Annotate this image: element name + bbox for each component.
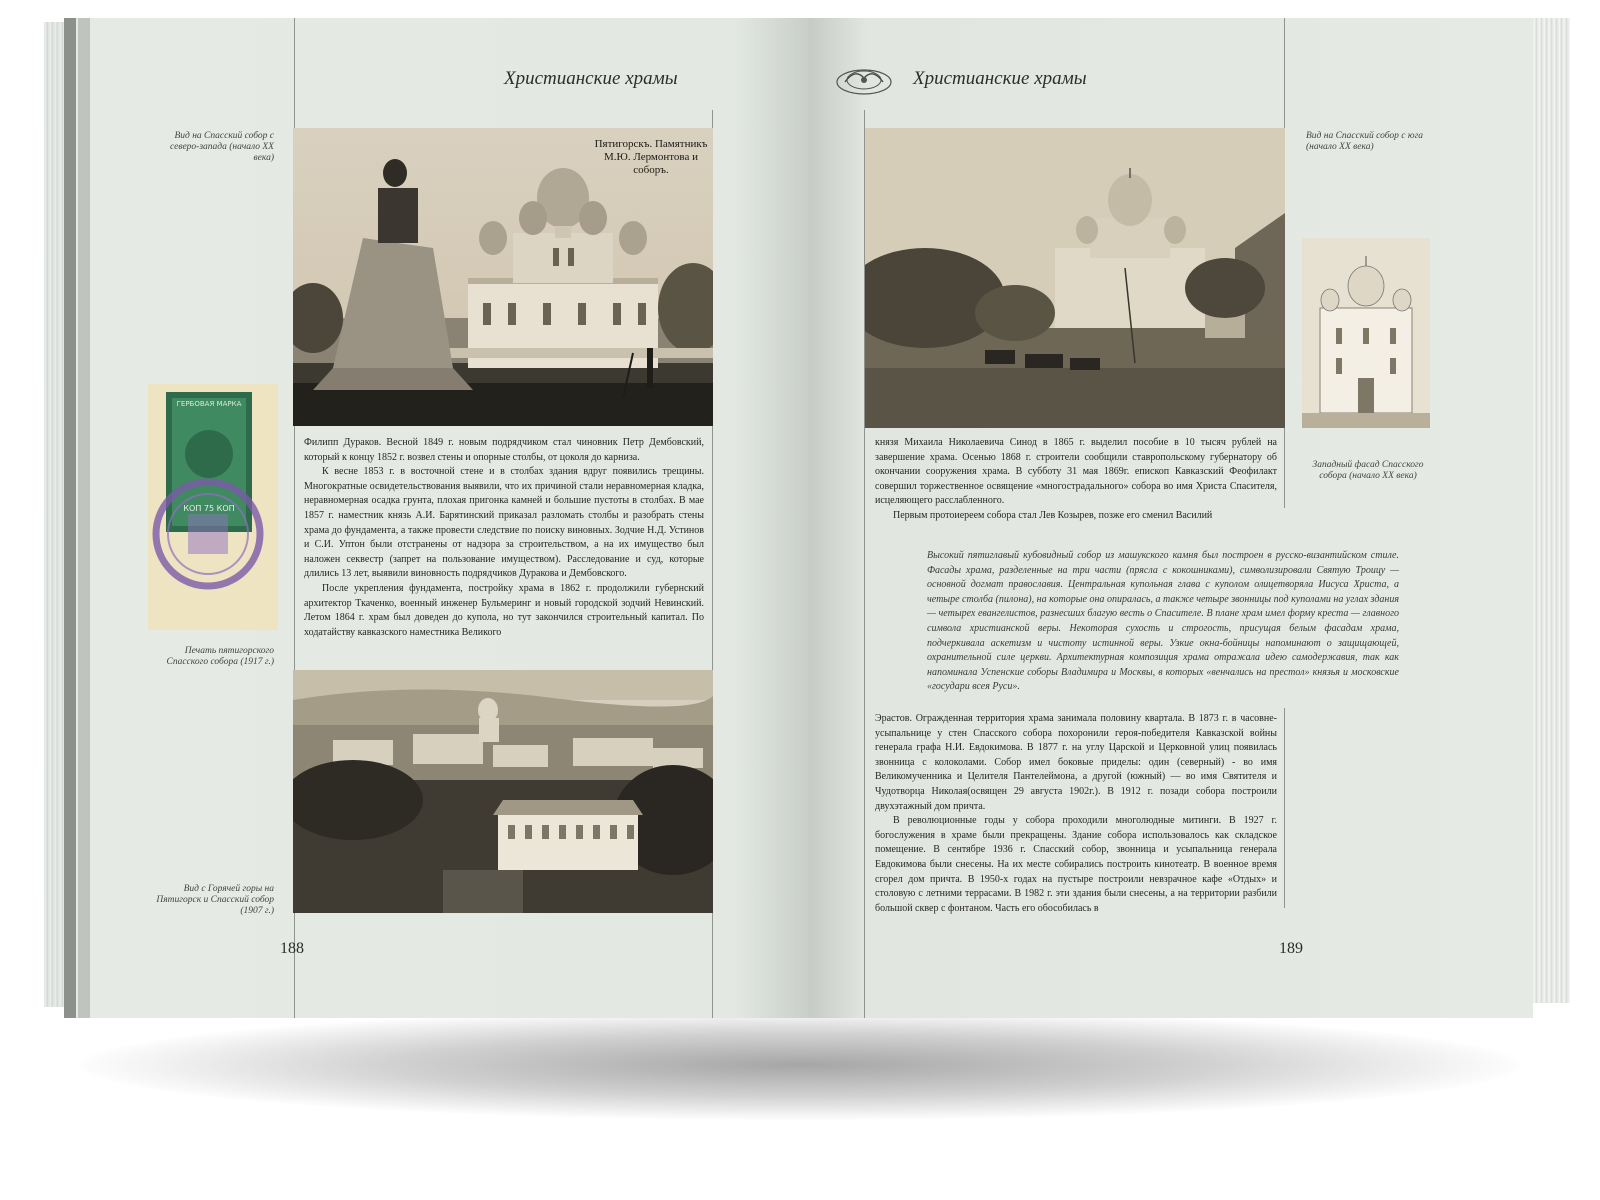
postcard-caption-text: Пятигорскъ. Памятникъ М.Ю. Лермонтова и соборъ. [594,138,708,176]
paragraph: В революционные годы у собора проходили многолюдные митинги. В 1927 г. богослужения в храме были прекращены. Здание собора использовалось как складское помещение. В сентябре 1936 г. Спасский собор, звонница и усыпальница генерала Евдокимова были снесены. На их месте собирались построить кинотеатр. В военное время сгорел дом причта. В 1950-х годах на пустыре построили невзрачное кафе «Отдых» и столовую с летними террасами. В 1982 г. эти здания были снесены, а на территории разбили большой сквер с фонтаном. Часть его обособилась в [875,815,1277,914]
left-page [64,18,809,1018]
right-page-lower-rule [1284,708,1285,908]
right-page-body-bottom [875,712,1277,916]
right-page-edges [1528,18,1570,1003]
stamp-image [148,384,278,630]
paragraph: Первым протоиереем собора стал Лев Козырев, позже его сменил Василий [893,509,1213,521]
book-shadow [80,1010,1520,1120]
right-page-header: Христианские храмы [913,68,1087,89]
page-number: 188 [280,940,304,957]
caption-hot-mountain-view: Вид с Горячей горы на Пятигорск и Спасский собор (1907 г.) [156,884,274,916]
left-page-header: Христианские храмы [504,68,678,89]
left-page-body-text [304,436,704,640]
right-page [809,18,1533,1018]
paragraph: Филипп Дураков. Весной 1849 г. новым подрядчиком стал чиновник Петр Дембовский, который к концу 1852 г. возвел стены и опорные столбы, от цоколя до карниза. [304,437,704,463]
caption-south-view: Вид на Спасский собор с юга (начало XX века) [1306,131,1424,152]
caption-west-facade: Западный фасад Спасского собора (начало XX века) [1312,460,1424,481]
paragraph: князя Михаила Николаевича Синод в 1865 г. выделил пособие в 10 тысяч рублей на завершение храма. Осенью 1868 г. строители сообщили ставропольскому губернатору об окончании сооружения храма. В субботу 31 мая 1869г. епископ Кавказский Феофилакт совершил торжественное освящение «многострадального» собора во имя Христа Спасителя, исцеляющего расслабленного. [875,437,1277,507]
page-number: 189 [1279,940,1303,957]
photo-city-panorama [293,670,713,913]
architecture-quote: Высокий пятиглавый кубовидный собор из машукского камня был построен в русско-византийском стиле. Фасады храма, разделенные на три части (прясла с кокошниками), символизировали Святую Троицу — основной догмат православия. Центральная купольная глава с куполом олицетворяла Иисуса Христа, а четыре столба (пилона), на которые она опиралась, а также четыре звонницы под куполами на углах здания — четырех евангелистов, разнесших благую весть о Спасителе. В плане храм имел форму креста — главного символа христианской веры. Некоторая сухость и строгость, присущая белым фасадам храма, подчеркивала аскетизм и чистоту истинной веры. Узкие окна-бойницы напоминают о защищающей, охранительной силе церкви. Архитектурная композиция храма отражала идею самодержавия, так как напоминала Успенские соборы Владимира и Москвы, в которых «венчались на престол» князья и московские «государи всея Руси». [927,550,1399,693]
stamp-header-text: ГЕРБОВАЯ МАРКА [176,400,242,408]
paragraph: После укрепления фундамента, постройку храма в 1862 г. продолжили губернский архитектор Ткаченко, военный инженер Бульмеринг и новый городской зодчий Невинский. Летом 1864 г. храм был доведен до купола, но тут закончился строительный капитал. По ходатайству кавказского наместника Великого [304,582,704,638]
ornament-icon [835,64,893,96]
photo-west-facade [1302,238,1430,428]
right-page-body-top [875,436,1277,524]
stamp-value-text: КОП 75 КОП [183,504,235,513]
caption-stamp: Печать пятигорского Спасского собора (1917 г.) [166,646,274,667]
paragraph: К весне 1853 г. в восточной стене и в столбах здания вдруг появились трещины. Многократные освидетельствования выявили, что их причиной стали неравномерная кладка, неравномерная осадка грунта, плохая пригонка камней и большие пустоты в столбах. В мае 1857 г. наместник князь А.И. Барятинский приказал разломать столбы и разобрать стены храма до фундамента, а также провести следствие по поиску виновных. Зодчие Н.Д. Устинов и С.И. Уптон были отстранены от надзора за строительством, а на их имущество был наложен секвестр (запрет на пользование имуществом). Расследование и суд, которые длились 13 лет, выявили виновность подрядчиков Дуракова и Дембовского. [304,466,704,580]
caption-northwest-view: Вид на Спасский собор с северо-запада (начало XX века) [170,131,274,163]
left-page-color-bar [64,18,76,1018]
photo-cathedral-street [865,128,1285,428]
paragraph: Эрастов. Огражденная территория храма занимала половину квартала. В 1873 г. в часовне-усыпальнице у стен Спасского собора похоронили героя-победителя Кавказской войны генерала графа Н.И. Евдокимова. В 1877 г. на углу Царской и Церковной улиц появилась звонница с колоколами. Собор имел боковые приделы: один (северный) - во имя Великомученника и Целителя Пантелеймона, а другой (южный) — во имя Святителя и Чудотворца Николая(освящен 29 августа 1902г.). В 1912 г. позади собора построили двухэтажный дом причта. [875,713,1277,812]
left-page-color-bar-light [78,18,90,1018]
photo-lermontov-monument-cathedral [293,128,713,426]
